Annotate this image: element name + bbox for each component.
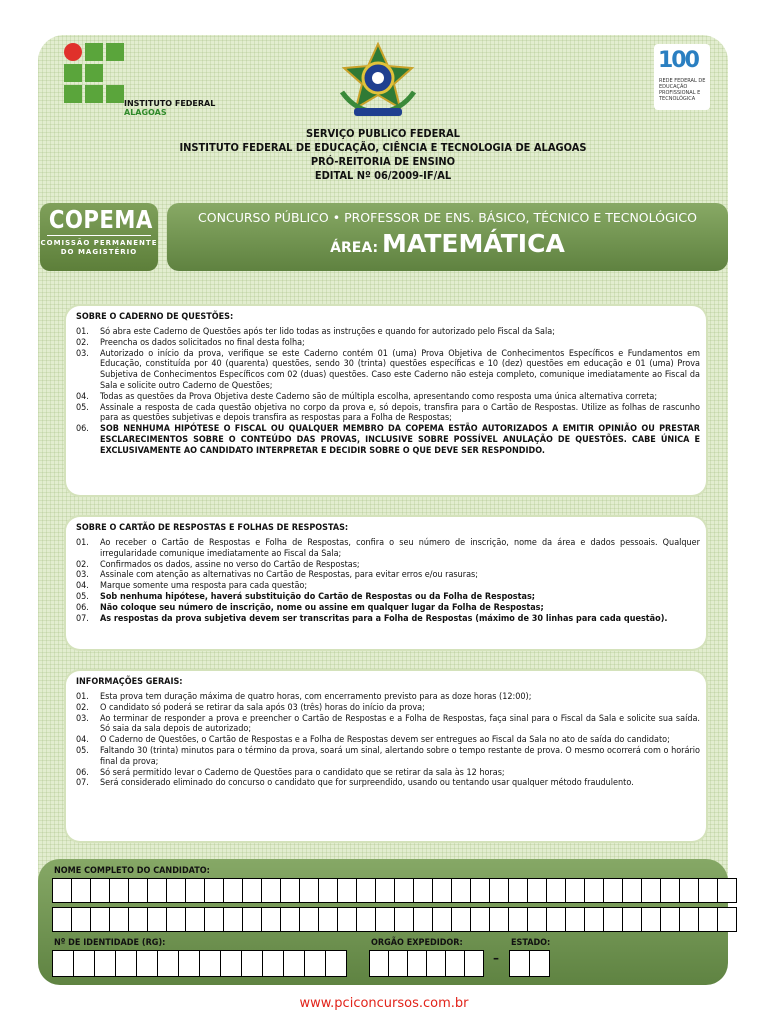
grid-cell[interactable] (72, 908, 90, 931)
grid-cell[interactable] (243, 879, 261, 902)
list-item (76, 778, 700, 789)
list-item (76, 692, 700, 703)
grid-cell[interactable] (680, 879, 698, 902)
grid-cell[interactable] (566, 908, 584, 931)
grid-cell[interactable] (547, 908, 565, 931)
grid-cell[interactable] (281, 879, 299, 902)
grid-cell[interactable] (110, 908, 128, 931)
grid-cell[interactable] (167, 908, 185, 931)
item-number: 07. (76, 778, 89, 789)
list-item (76, 338, 700, 349)
list-item (76, 735, 700, 746)
list-item (76, 768, 700, 779)
item-text: Marque somente uma resposta para cada questão; (100, 581, 308, 592)
grid-cell[interactable] (158, 951, 178, 976)
item-text: Todas as questões da Prova Objetiva deste Caderno são de múltipla escolha, apresentando como resposta uma única alternativa correta; (100, 391, 658, 402)
header-line-3: PRÓ-REITORIA DE ENSINO (310, 155, 456, 168)
item-number: 02. (76, 702, 89, 713)
item-text: Ao terminar de responder a prova e preencher o Cartão de Respostas e a Folha de Respostas, faça sinal para o Fiscal da Sala e solicite sua saída. Só saia da sala depois de autorizado; (100, 713, 700, 735)
grid-cell[interactable] (510, 951, 529, 976)
centenary-logo (654, 44, 710, 110)
grid-cell[interactable] (452, 908, 470, 931)
grid-cell[interactable] (305, 951, 325, 976)
grid-cell[interactable] (395, 908, 413, 931)
grid-cell[interactable] (699, 879, 717, 902)
grid-cell[interactable] (338, 908, 356, 931)
if-logo-text (124, 99, 215, 117)
list-item (76, 746, 700, 768)
item-number: 05. (76, 745, 89, 756)
exam-title-band (167, 203, 728, 271)
centenary-text: REDE FEDERAL DE EDUCAÇÃO PROFISSIONAL E TECNOLÓGICA (659, 78, 706, 102)
grid-cell[interactable] (585, 879, 603, 902)
area-name: MATEMÁTICA (382, 229, 565, 258)
item-number: 01. (76, 692, 89, 702)
grid-cell[interactable] (471, 908, 489, 931)
list-item (76, 714, 700, 736)
orgao-label: ORGÃO EXPEDIDOR: (371, 938, 463, 948)
grid-cell[interactable] (326, 951, 346, 976)
grid-cell[interactable] (509, 879, 527, 902)
grid-cell[interactable] (389, 951, 407, 976)
grid-cell[interactable] (148, 879, 166, 902)
grid-cell[interactable] (110, 879, 128, 902)
item-number: 06. (76, 424, 89, 435)
list-item (76, 560, 700, 571)
cartao-instructions (66, 517, 706, 649)
if-logo (64, 43, 124, 115)
item-number: 06. (76, 602, 89, 613)
if-campus: ALAGOAS (124, 108, 167, 117)
list-item (76, 327, 700, 338)
orgao-estado-dash: – (493, 951, 499, 965)
grid-cell[interactable] (530, 951, 549, 976)
grid-cell[interactable] (376, 908, 394, 931)
item-text: Preencha os dados solicitados no final desta folha; (100, 337, 305, 348)
item-text: O candidato só poderá se retirar da sala após 03 (três) horas do início da prova; (100, 702, 425, 713)
grid-cell[interactable] (262, 879, 280, 902)
list-item (76, 592, 700, 603)
list-item (76, 424, 700, 456)
grid-cell[interactable] (129, 879, 147, 902)
grid-cell[interactable] (528, 879, 546, 902)
grid-cell[interactable] (91, 908, 109, 931)
grid-cell[interactable] (221, 951, 241, 976)
item-text: Será considerado eliminado do concurso o candidato que for surpreendido, usando ou tentando usar qualquer método fraudulento. (100, 778, 634, 789)
grid-cell[interactable] (623, 879, 641, 902)
grid-cell[interactable] (528, 908, 546, 931)
grid-cell[interactable] (566, 879, 584, 902)
item-number: 05. (76, 402, 89, 413)
grid-cell[interactable] (186, 879, 204, 902)
item-number: 07. (76, 613, 89, 624)
list-item (76, 570, 700, 581)
grid-cell[interactable] (680, 908, 698, 931)
item-text: As respostas da prova subjetiva devem ser transcritas para a Folha de Respostas (máximo de 30 linhas para cada questão). (100, 613, 668, 624)
grid-cell[interactable] (661, 879, 679, 902)
copema-line-2: DO MAGISTÉRIO (60, 248, 138, 256)
grid-cell[interactable] (200, 951, 220, 976)
list-item (76, 581, 700, 592)
header-line-2: INSTITUTO FEDERAL DE EDUCAÇÃO, CIÊNCIA E TECNOLOGIA DE ALAGOAS (179, 141, 587, 154)
area-label: ÁREA: (330, 240, 379, 256)
grid-cell[interactable] (300, 908, 318, 931)
grid-cell[interactable] (585, 908, 603, 931)
grid-cell[interactable] (452, 879, 470, 902)
grid-cell[interactable] (243, 908, 261, 931)
grid-cell[interactable] (699, 908, 717, 931)
grid-cell[interactable] (395, 879, 413, 902)
list-item (76, 349, 700, 392)
grid-cell[interactable] (718, 879, 736, 902)
grid-cell[interactable] (281, 908, 299, 931)
item-number: 02. (76, 337, 89, 348)
grid-cell[interactable] (319, 879, 337, 902)
grid-cell[interactable] (53, 879, 71, 902)
grid-cell[interactable] (661, 908, 679, 931)
grid-cell[interactable] (263, 951, 283, 976)
logo-red-dot (64, 43, 82, 61)
grid-cell[interactable] (262, 908, 280, 931)
copema-badge (40, 203, 158, 271)
grid-cell[interactable] (604, 879, 622, 902)
grid-cell[interactable] (490, 879, 508, 902)
centenary-number: 100 (658, 48, 698, 73)
grid-cell[interactable] (186, 908, 204, 931)
item-number: 04. (76, 581, 89, 592)
estado-label: ESTADO: (511, 938, 551, 948)
header-line-4: EDITAL Nº 06/2009-IF/AL (314, 169, 452, 182)
item-number: 04. (76, 391, 89, 402)
item-text: Sob nenhuma hipótese, haverá substituição do Cartão de Respostas ou da Folha de Respostas; (100, 591, 536, 602)
item-number: 03. (76, 570, 89, 581)
grid-cell[interactable] (72, 879, 90, 902)
grid-cell[interactable] (91, 879, 109, 902)
copema-divider (47, 235, 151, 236)
general-info (66, 671, 706, 841)
grid-cell[interactable] (148, 908, 166, 931)
grid-cell[interactable] (414, 908, 432, 931)
gerais-list (66, 692, 706, 789)
item-text: Esta prova tem duração máxima de quatro horas, com encerramento previsto para as doze horas (12:00); (100, 692, 532, 702)
list-item (76, 703, 700, 714)
cartao-heading: SOBRE O CARTÃO DE RESPOSTAS E FOLHAS DE RESPOSTAS: (76, 523, 349, 533)
grid-cell[interactable] (718, 908, 736, 931)
grid-cell[interactable] (509, 908, 527, 931)
grid-cell[interactable] (604, 908, 622, 931)
estado-field[interactable] (509, 950, 550, 977)
grid-cell[interactable] (179, 951, 199, 976)
grid-cell[interactable] (129, 908, 147, 931)
rg-field[interactable] (52, 950, 347, 977)
item-text: Autorizado o início da prova, verifique se este Caderno contém 01 (uma) Prova Objetiva de Conhecimentos Específicos e Fundamentos em Educação, constituída por 40 (quarenta) questões, sendo 30 (trinta) questões específicas e 10 (dez) questões em educação e 01 (uma) Prova Subjetiva de Conhecimentos Específicos com 02 (duas) questões. Caso este Caderno não esteja completo, comunique imediatamente ao Fiscal da Sala e solicite outro Caderno de Questões; (100, 348, 700, 391)
item-text: Confirmados os dados, assine no verso do Cartão de Respostas; (100, 559, 360, 570)
item-text: Não coloque seu número de inscrição, nome ou assine em qualquer lugar da Folha de Respostas; (100, 602, 544, 613)
item-number: 02. (76, 559, 89, 570)
item-text: Só abra este Caderno de Questões após ter lido todas as instruções e quando for autorizado pelo Fiscal da Sala; (100, 327, 555, 337)
concurso-title: CONCURSO PÚBLICO • PROFESSOR DE ENS. BÁSICO, TÉCNICO E TECNOLÓGICO (198, 210, 697, 225)
name-row-2[interactable] (52, 907, 737, 932)
copema-line-1: COMISSÃO PERMANENTE (40, 239, 158, 247)
grid-cell[interactable] (490, 908, 508, 931)
list-item (76, 538, 700, 560)
item-number: 06. (76, 767, 89, 778)
area-line (167, 229, 728, 258)
grid-cell[interactable] (224, 879, 242, 902)
if-institution: INSTITUTO FEDERAL (124, 99, 216, 108)
grid-cell[interactable] (376, 879, 394, 902)
grid-cell[interactable] (408, 951, 426, 976)
item-text: Ao receber o Cartão de Respostas e Folha de Respostas, confira o seu número de inscrição, nome da área e dados pessoais. Qualquer irregularidade comunique imediatamente ao Fiscal da Sala; (100, 538, 700, 559)
grid-cell[interactable] (53, 908, 71, 931)
grid-cell[interactable] (446, 951, 464, 976)
grid-cell[interactable] (465, 951, 483, 976)
footer-url[interactable]: www.pciconcursos.com.br (299, 996, 469, 1011)
grid-cell[interactable] (370, 951, 388, 976)
list-item (76, 603, 700, 614)
list-item (76, 614, 700, 625)
grid-cell[interactable] (357, 908, 375, 931)
rg-label: Nº DE IDENTIDADE (RG): (54, 938, 166, 948)
grid-cell[interactable] (74, 951, 94, 976)
grid-cell[interactable] (205, 879, 223, 902)
grid-cell[interactable] (116, 951, 136, 976)
document-header (38, 127, 728, 183)
coat-of-arms-icon (336, 42, 420, 120)
copema-name: COPEMA (48, 205, 153, 234)
grid-cell[interactable] (53, 951, 73, 976)
gerais-heading: INFORMAÇÕES GERAIS: (76, 677, 183, 687)
item-text: Só será permitido levar o Caderno de Questões para o candidato que se retirar da sala às 12 horas; (100, 767, 505, 778)
name-row-1[interactable] (52, 878, 737, 903)
grid-cell[interactable] (284, 951, 304, 976)
caderno-instructions (66, 306, 706, 495)
item-text: Assinale com atenção as alternativas no Cartão de Respostas, para evitar erros e/ou rasuras; (100, 570, 478, 581)
item-text: Assinale a resposta de cada questão objetiva no corpo da prova e, só depois, transfira para o Cartão de Respostas. Utilize as folhas de rascunho para as questões subjetivas e depois transfira as respostas para a Folha de Respostas; (100, 402, 700, 424)
grid-cell[interactable] (414, 879, 432, 902)
grid-cell[interactable] (338, 879, 356, 902)
grid-cell[interactable] (95, 951, 115, 976)
grid-cell[interactable] (319, 908, 337, 931)
grid-cell[interactable] (623, 908, 641, 931)
grid-cell[interactable] (427, 951, 445, 976)
caderno-heading: SOBRE O CADERNO DE QUESTÕES: (76, 312, 234, 322)
grid-cell[interactable] (137, 951, 157, 976)
cartao-list (66, 538, 706, 624)
item-number: 05. (76, 591, 89, 602)
item-text: SOB NENHUMA HIPÓTESE O FISCAL OU QUALQUER MEMBRO DA COPEMA ESTÃO AUTORIZADOS A EMITIR OPINIÃO OU PRESTAR ESCLARECIMENTOS SOBRE O CONTEÚDO DAS PROVAS, INCLUSIVE SOBRE POSSÍVEL ANULAÇÃO DE QUESTÕES. CABE ÚNICA E EXCLUSIVAMENTE AO CANDIDATO INTERPRETAR E DECIDIR SOBRE O QUE DEVE SER RESPONDIDO. (100, 424, 700, 456)
grid-cell[interactable] (357, 879, 375, 902)
grid-cell[interactable] (167, 879, 185, 902)
name-label: NOME COMPLETO DO CANDIDATO: (54, 866, 210, 876)
orgao-field[interactable] (369, 950, 484, 977)
list-item (76, 392, 700, 403)
list-item (76, 403, 700, 425)
item-text: O Caderno de Questões, o Cartão de Respostas e a Folha de Respostas devem ser entregues ao Fiscal da Sala no ato de saída do candidato; (100, 735, 670, 746)
grid-cell[interactable] (642, 908, 660, 931)
item-number: 01. (76, 327, 89, 337)
item-number: 03. (76, 713, 89, 724)
grid-cell[interactable] (433, 908, 451, 931)
grid-cell[interactable] (224, 908, 242, 931)
grid-cell[interactable] (642, 879, 660, 902)
header-line-1: SERVIÇO PUBLICO FEDERAL (306, 127, 460, 140)
item-text: Faltando 30 (trinta) minutos para o término da prova, soará um sinal, alertando sobre o tempo restante de prova. O mesmo ocorrerá com o horário final da prova; (100, 745, 700, 767)
item-number: 04. (76, 735, 89, 746)
grid-cell[interactable] (300, 879, 318, 902)
item-number: 01. (76, 538, 89, 548)
item-number: 03. (76, 348, 89, 359)
grid-cell[interactable] (547, 879, 565, 902)
grid-cell[interactable] (242, 951, 262, 976)
grid-cell[interactable] (205, 908, 223, 931)
grid-cell[interactable] (433, 879, 451, 902)
caderno-list (66, 327, 706, 457)
grid-cell[interactable] (471, 879, 489, 902)
